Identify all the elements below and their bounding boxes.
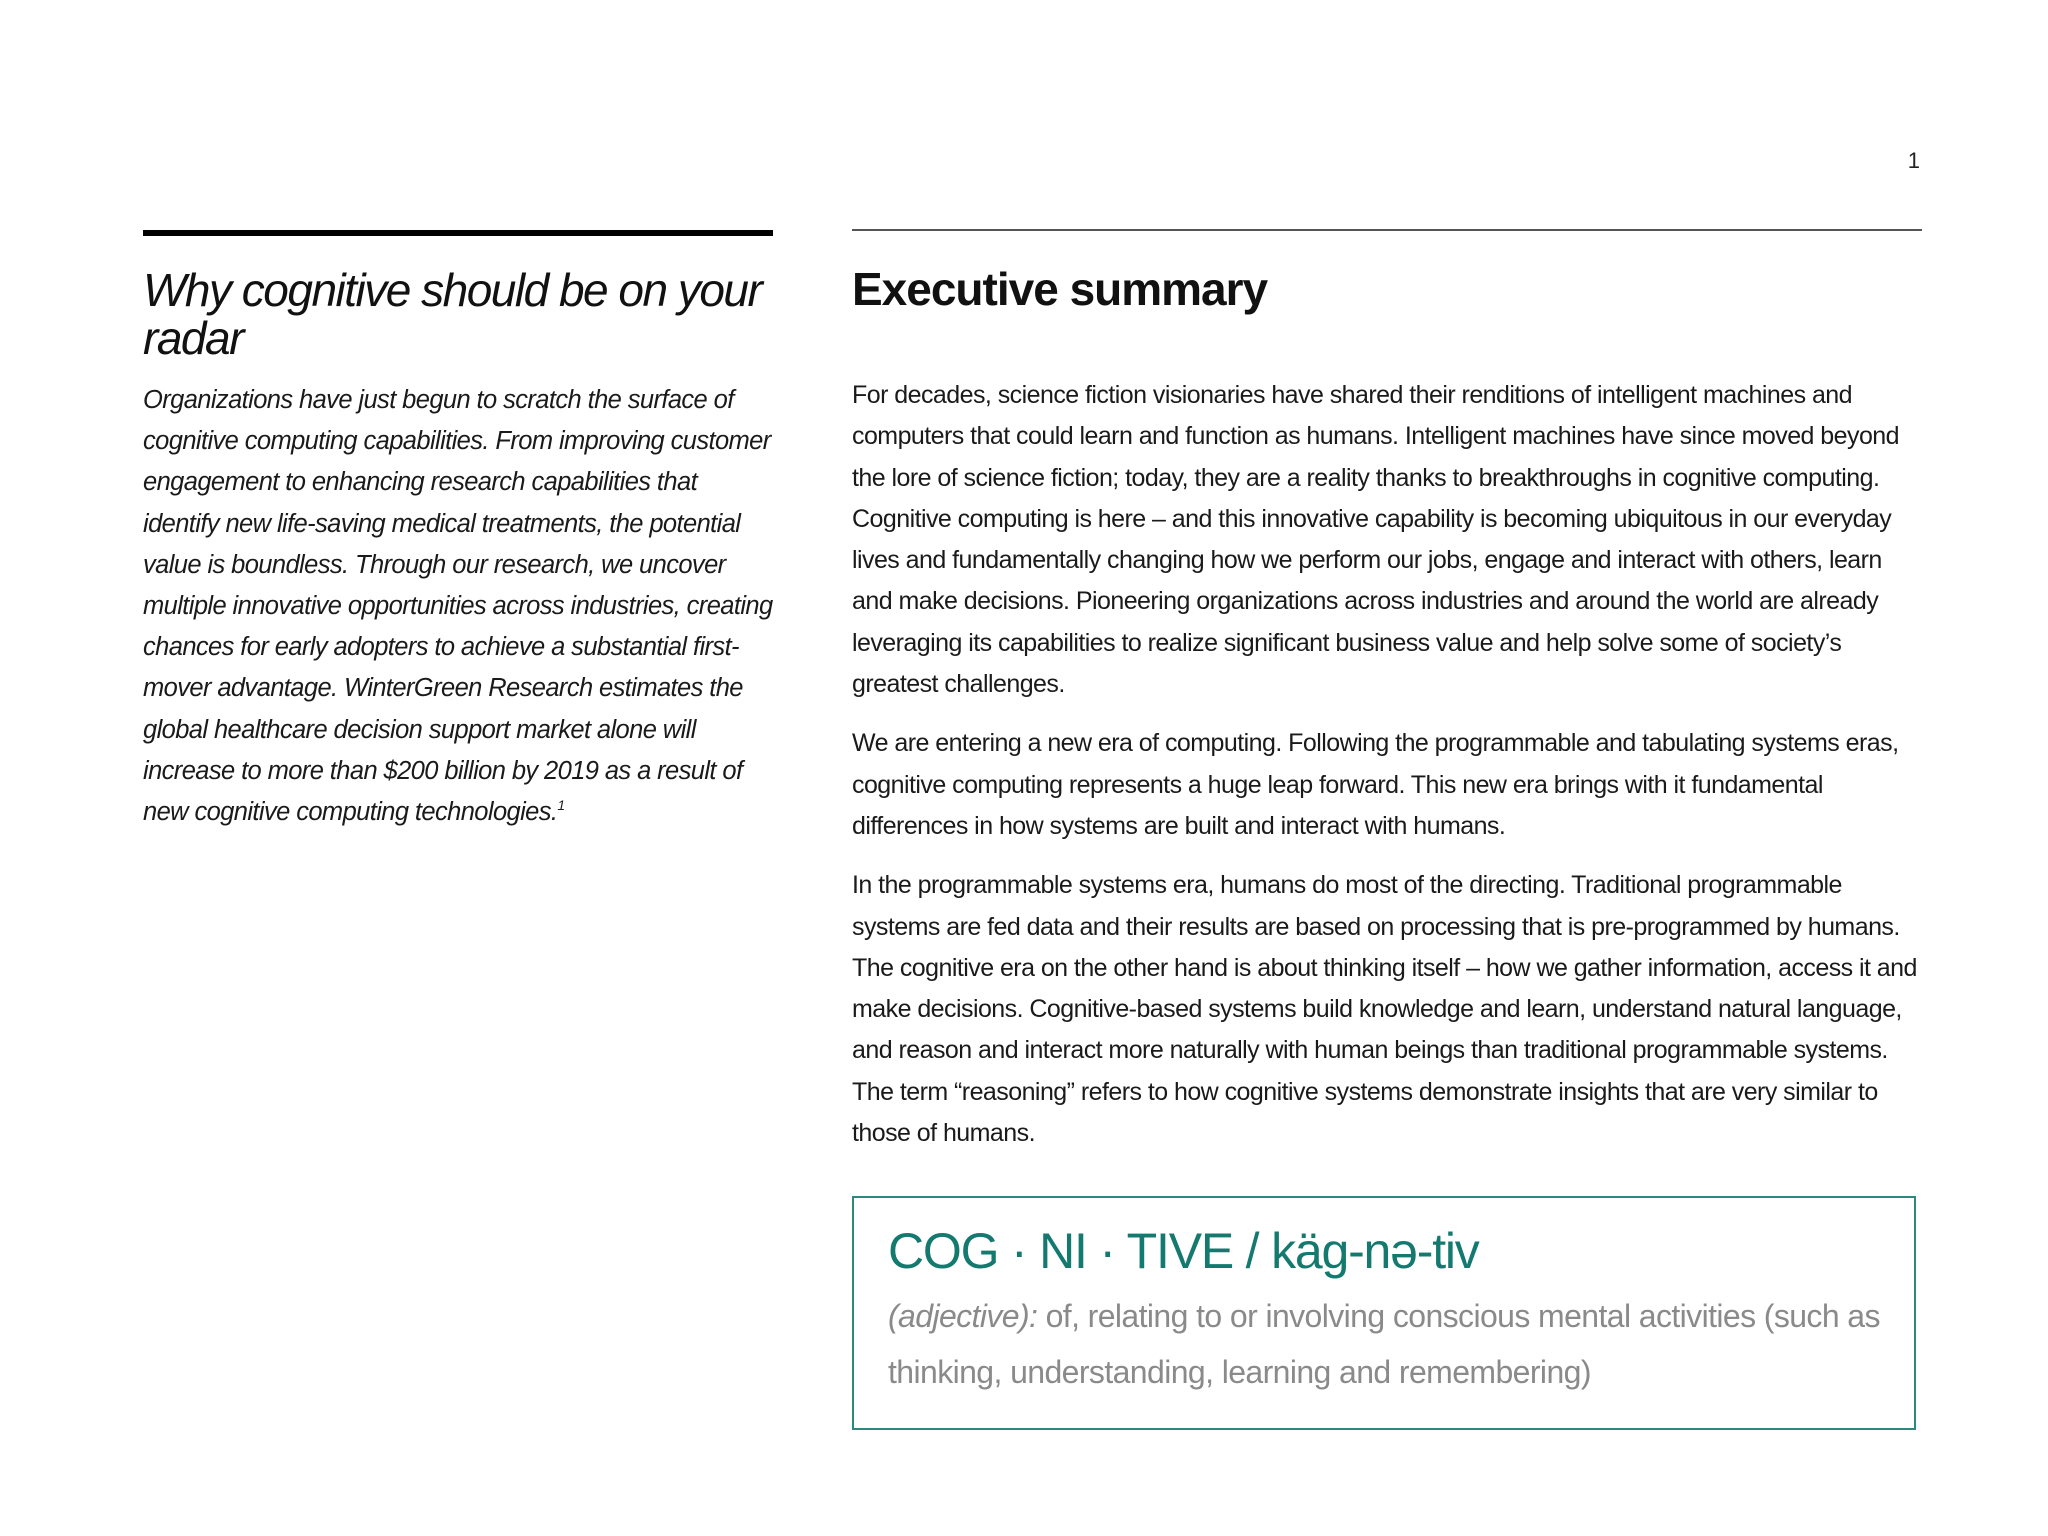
sidebar-rule [143, 230, 773, 236]
main-rule [852, 229, 1922, 231]
part-of-speech: (adjective): [888, 1298, 1038, 1334]
page-number: 1 [1907, 148, 1920, 173]
definition-word: COG · NI · TIVE / käg-nə-tiv [888, 1223, 1479, 1279]
footnote-marker: 1 [557, 797, 565, 814]
section-title: Executive summary [852, 263, 1268, 315]
sidebar-body-text: Organizations have just begun to scratch the surface of cognitive computing capabilities. From improving customer engagement to enhancing research capabilities that identify new life-saving medical treatments, the potential value is boundless. Through our research, we uncover multiple innovative opportunities across industries, creating chances for early adopters to achieve a substantial first-mover advantage. WinterGreen Research estimates the global healthcare decision support market alone will increase to more than $200 billion by 2019 as a result of new cognitive computing technologies. [143, 386, 773, 827]
paragraph: In the programmable systems era, humans do most of the directing. Traditional programmable systems are fed data and their results are based on processing that is pre-programmed by humans. The cognitive era on the other hand is about thinking itself – how we gather information, access it and make decisions. Cognitive-based systems build knowledge and learn, understand natural language, and reason and interact more naturally with human beings than traditional programmable systems. The term “reasoning” refers to how cognitive systems demonstrate insights that are very similar to those of humans. [852, 871, 1917, 1148]
main-section [852, 229, 1922, 1172]
sidebar-body [143, 380, 773, 833]
sidebar-title: Why cognitive should be on your radar [143, 264, 762, 364]
definition-meaning: of, relating to or involving conscious mental activities (such as thinking, understanding, learning and remembering) [888, 1298, 1880, 1390]
paragraph: For decades, science fiction visionaries have shared their renditions of intelligent machines and computers that could learn and function as humans. Intelligent machines have since moved beyond the lore of science fiction; today, they are a reality thanks to breakthroughs in cognitive computing. Cognitive computing is here – and this innovative capability is becoming ubiquitous in our everyday lives and fundamentally changing how we perform our jobs, engage and interact with others, learn and make decisions. Pioneering organizations across industries and around the world are already leveraging its capabilities to realize significant business value and help solve some of society’s greatest challenges. [852, 381, 1900, 699]
body-text [852, 375, 1922, 1154]
definition-box [852, 1196, 1916, 1430]
paragraph: We are entering a new era of computing. Following the programmable and tabulating systems eras, cognitive computing represents a huge leap forward. This new era brings with it fundamental differences in how systems are built and interact with humans. [852, 729, 1899, 840]
definition-text [888, 1288, 1880, 1400]
sidebar [143, 230, 773, 833]
